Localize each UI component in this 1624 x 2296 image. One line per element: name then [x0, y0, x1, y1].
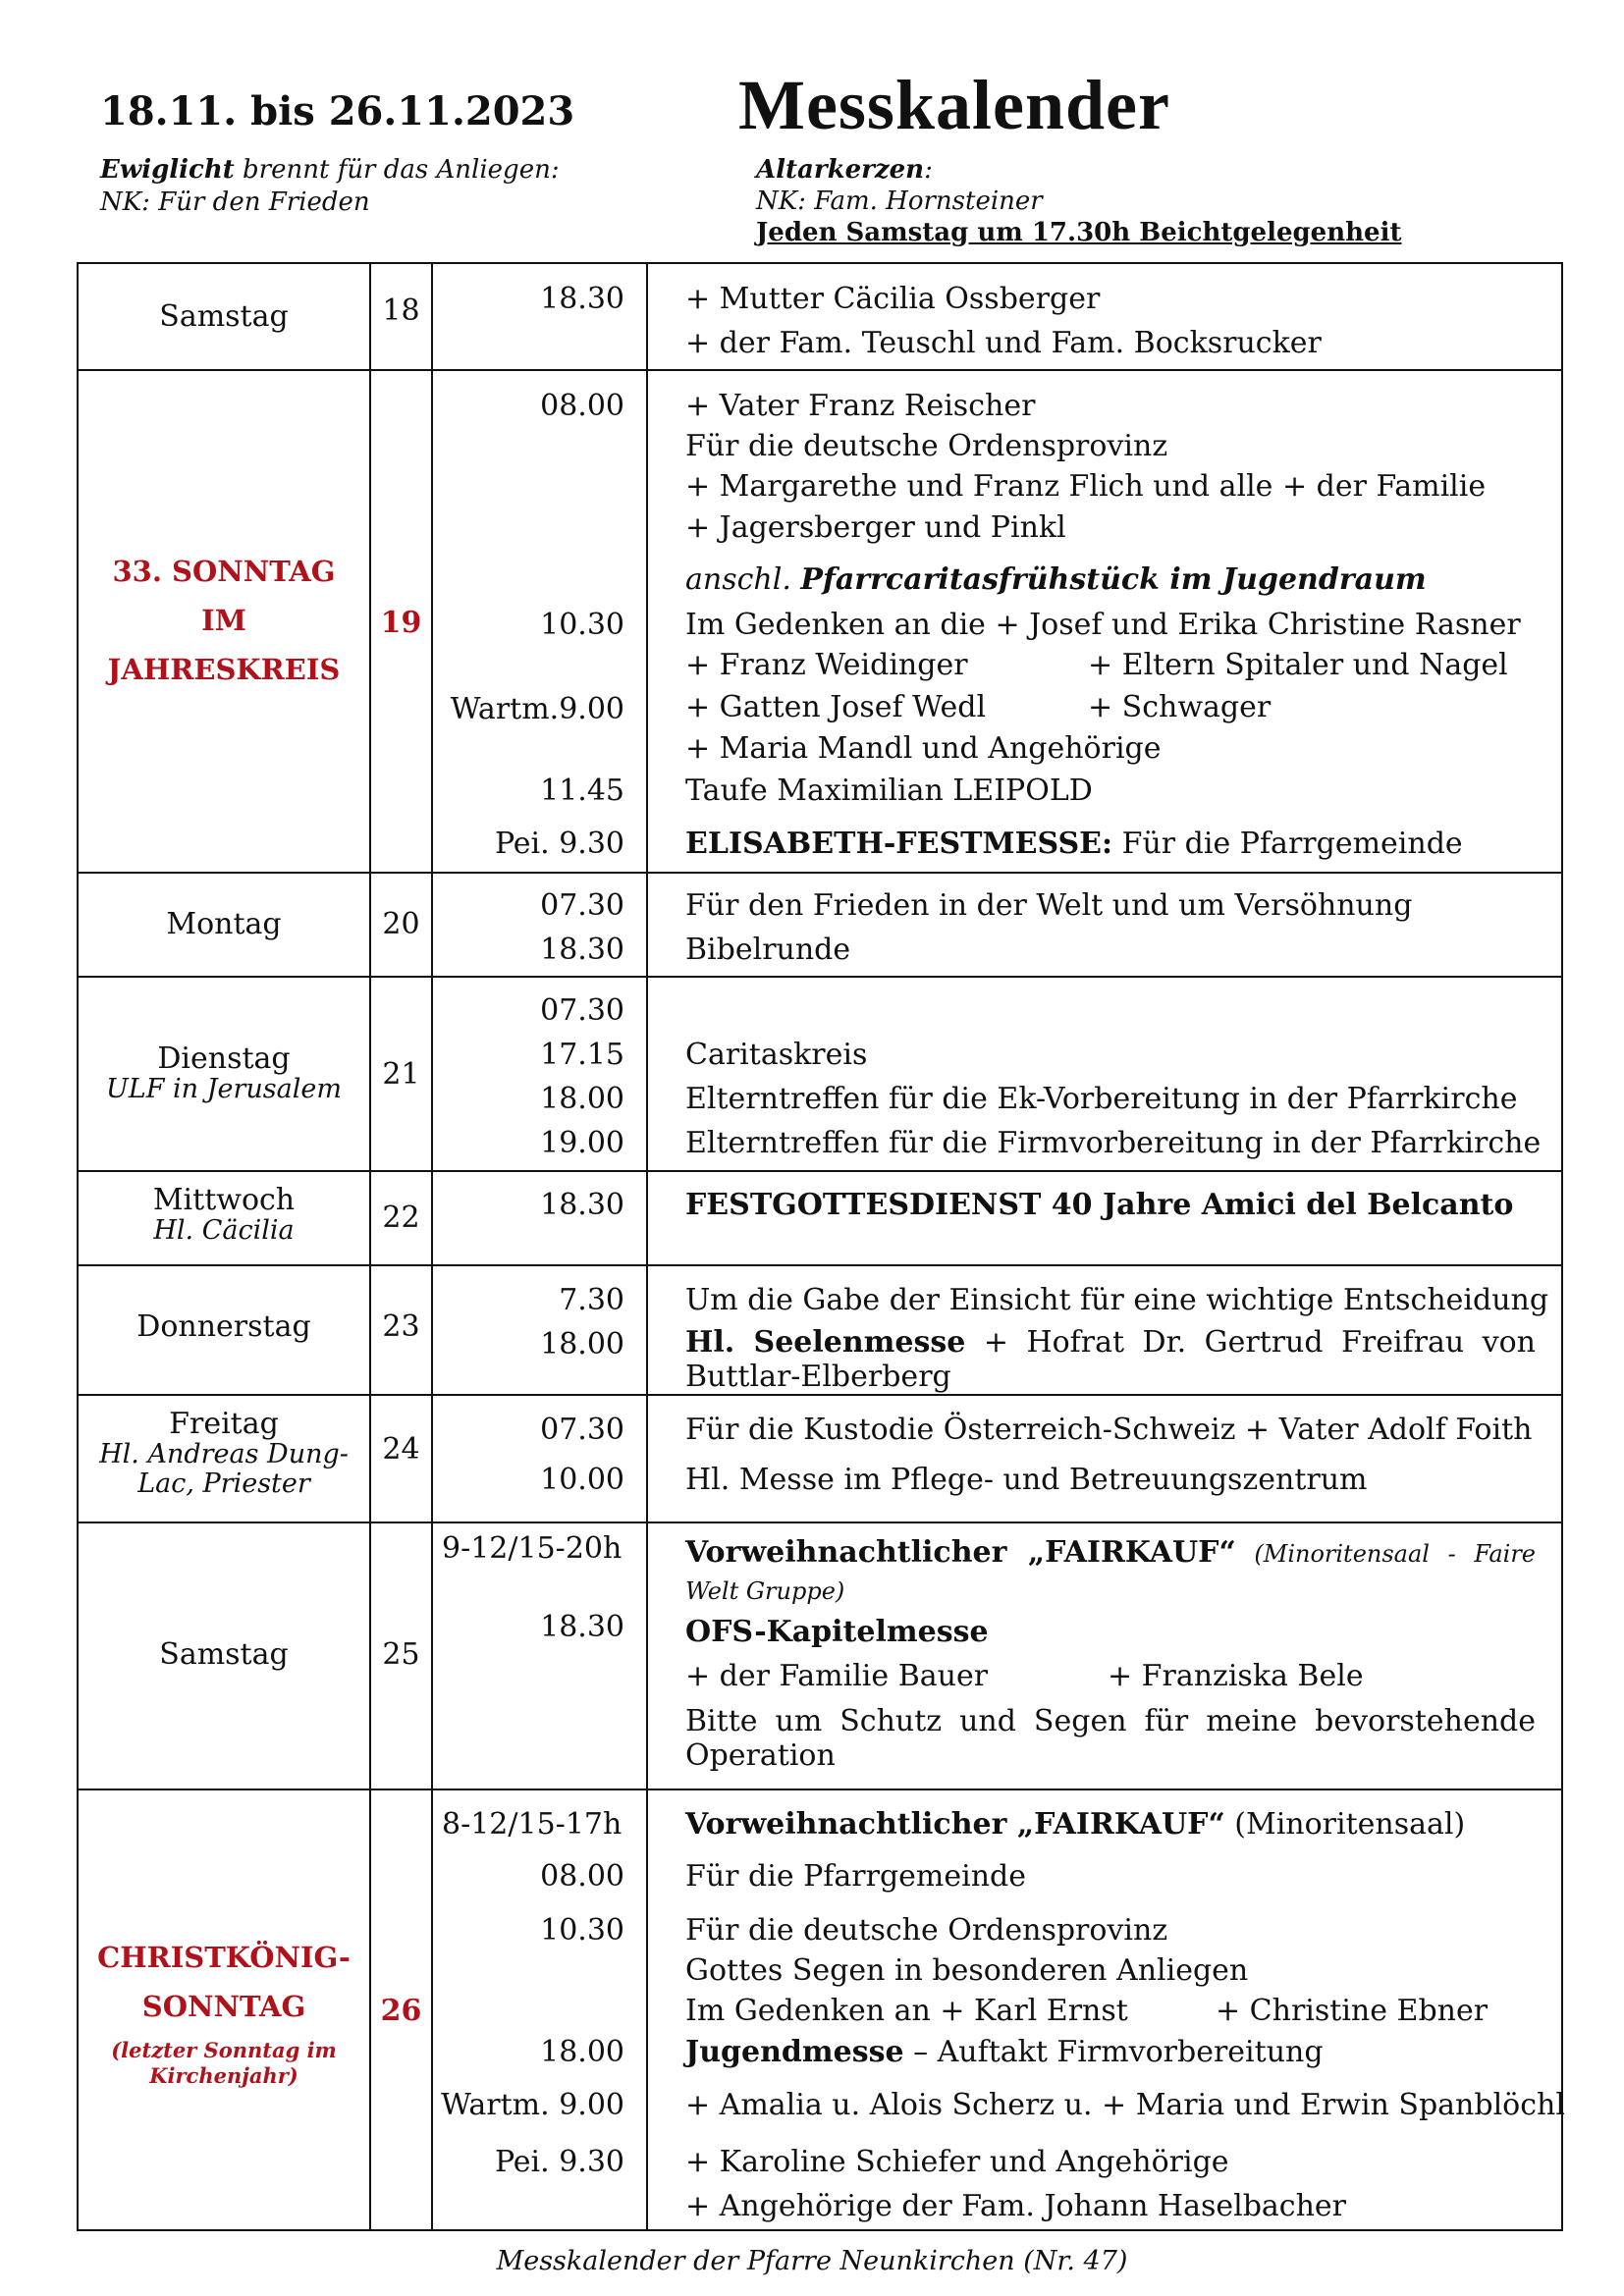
day-label	[79, 548, 369, 695]
day-number: 18	[382, 294, 420, 328]
mass-intention	[685, 1325, 1536, 1395]
feast-name: Hl. Andreas Dung-	[99, 1439, 349, 1469]
event-time: 8-12/15-17h	[442, 1807, 623, 1842]
altarkerzen-label: Altarkerzen	[756, 155, 925, 185]
event-time: 9-12/15-20h	[442, 1531, 623, 1566]
row-divider	[78, 1170, 1562, 1172]
event-entry: FESTGOTTESDIENST 40 Jahre Amici del Belcanto	[685, 1188, 1514, 1222]
mass-intention: + Gatten Josef Wedl	[685, 690, 987, 724]
mass-intention	[685, 828, 1463, 860]
event-note	[685, 563, 1427, 596]
mass-intention: + Amalia u. Alois Scherz u. + Maria und Erwin Spanblöchl	[685, 2088, 1565, 2122]
fairkauf-title: Vorweihnachtlicher „FAIRKAUF“	[685, 1807, 1225, 1842]
day-label-line: 33. SONNTAG	[112, 555, 336, 588]
day-name: Dienstag	[157, 1041, 291, 1076]
row-divider	[78, 369, 1562, 371]
ewiglicht-text: brennt für das Anliegen:	[234, 155, 560, 185]
mass-time: Pei. 9.30	[494, 2145, 624, 2179]
mass-time: 18.30	[540, 282, 624, 316]
event-entry: Elterntreffen für die Ek-Vorbereitung in der Pfarrkirche	[685, 1082, 1518, 1116]
mass-time: 18.00	[540, 1327, 624, 1362]
event-entry: Caritaskreis	[685, 1038, 868, 1072]
feast-name: Hl. Cäcilia	[153, 1215, 295, 1246]
mass-time: 18.30	[540, 1188, 624, 1222]
altarkerzen-nk: NK: Fam. Hornsteiner	[756, 187, 1043, 216]
day-label-line: SONNTAG	[141, 1989, 306, 2023]
event-entry: Bibelrunde	[685, 933, 851, 967]
day-number: 19	[380, 606, 422, 640]
ewiglicht-nk: NK: Für den Frieden	[100, 187, 370, 217]
mass-intention: Für die deutsche Ordensprovinz	[685, 1913, 1168, 1948]
seelenmesse-text: + Hofrat Dr. Gertrud Freifrau von Buttlar-Elberberg	[685, 1325, 1536, 1395]
day-label-line: CHRISTKÖNIG-	[97, 1941, 351, 1974]
mass-time: 18.30	[540, 1610, 624, 1644]
mass-time: 08.00	[540, 1859, 624, 1894]
mass-time: 19.00	[540, 1126, 624, 1160]
mass-intention: + Karoline Schiefer und Angehörige	[685, 2145, 1229, 2179]
day-number: 22	[382, 1201, 420, 1235]
festmesse-title: ELISABETH-FESTMESSE:	[685, 827, 1113, 861]
festmesse-text: Für die Pfarrgemeinde	[1112, 827, 1463, 861]
day-label	[79, 1408, 369, 1498]
event-entry	[685, 2036, 1324, 2068]
day-label	[79, 1934, 369, 2089]
seelenmesse-title: Hl. Seelenmesse	[685, 1325, 966, 1360]
page-title: Messkalender	[738, 66, 1170, 144]
event-entry	[685, 1808, 1465, 1841]
mass-intention: + Margarethe und Franz Flich und alle + der Familie	[685, 469, 1487, 504]
day-label: Montag	[166, 907, 282, 941]
beichte-note: Jeden Samstag um 17.30h Beichtgelegenheit	[756, 218, 1402, 247]
column-divider	[646, 262, 648, 2231]
mass-intention: Bitte um Schutz und Segen für meine bevorstehende Operation	[685, 1704, 1536, 1774]
day-label-note: (letzter Sonntag im	[111, 2037, 337, 2062]
mass-intention: + Vater Franz Reischer	[685, 389, 1036, 423]
day-label-line: JAHRESKREIS	[107, 652, 341, 686]
mass-intention: + Angehörige der Fam. Johann Haselbacher	[685, 2189, 1347, 2223]
mass-time: 7.30	[559, 1283, 624, 1317]
mass-intention: + Maria Mandl und Angehörige	[685, 731, 1162, 766]
day-label: Donnerstag	[136, 1309, 311, 1344]
page-footer: Messkalender der Pfarre Neunkirchen (Nr. 47)	[496, 2246, 1128, 2276]
mass-time: 18.00	[540, 1082, 624, 1116]
day-label-line: IM	[201, 603, 246, 637]
jugendmesse-title: Jugendmesse	[685, 2035, 904, 2069]
column-divider	[431, 262, 433, 2231]
mass-intention: Gottes Segen in besonderen Anliegen	[685, 1953, 1249, 1988]
date-range: 18.11. bis 26.11.2023	[100, 88, 575, 134]
mass-time: Wartm.9.00	[450, 692, 624, 726]
row-divider	[78, 872, 1562, 874]
mass-time: Wartm. 9.00	[441, 2088, 624, 2122]
day-number: 23	[382, 1309, 420, 1344]
mass-time: Pei. 9.30	[494, 827, 624, 861]
mass-time: 07.30	[540, 888, 624, 923]
mass-time: 07.30	[540, 993, 624, 1028]
row-divider	[78, 1789, 1562, 1790]
day-number: 24	[382, 1432, 420, 1467]
mass-intention: + Mutter Cäcilia Ossberger	[685, 282, 1101, 316]
day-name: Mittwoch	[152, 1183, 296, 1217]
mass-intention: Hl. Messe im Pflege- und Betreuungszentrum	[685, 1463, 1368, 1497]
column-divider	[369, 262, 371, 2231]
day-number: 21	[382, 1057, 420, 1092]
mass-intention: + Franziska Bele	[1108, 1659, 1364, 1693]
mass-intention: + Eltern Spitaler und Nagel	[1088, 648, 1508, 682]
day-number: 25	[382, 1637, 420, 1672]
mass-intention: Für die Pfarrgemeinde	[685, 1859, 1026, 1894]
fairkauf-title: Vorweihnachtlicher „FAIRKAUF“	[685, 1535, 1236, 1570]
day-label	[79, 1184, 369, 1246]
feast-name: ULF in Jerusalem	[106, 1074, 342, 1104]
mass-intention: Im Gedenken an die + Josef und Erika Christine Rasner	[685, 608, 1521, 642]
day-label: Samstag	[159, 299, 289, 334]
baptism-entry: Taufe Maximilian LEIPOLD	[685, 774, 1093, 808]
event-entry: Elterntreffen für die Firmvorbereitung in der Pfarrkirche	[685, 1126, 1542, 1160]
mass-time: 10.00	[540, 1463, 624, 1497]
mass-intention: Für den Frieden in der Welt und um Versöhnung	[685, 888, 1413, 923]
event-note-prefix: anschl.	[685, 562, 801, 597]
day-number: 26	[380, 1994, 422, 2028]
mass-time: 11.45	[540, 774, 624, 808]
day-label-note: Kirchenjahr)	[149, 2063, 298, 2088]
ewiglicht-note	[100, 155, 560, 185]
row-divider	[78, 1264, 1562, 1266]
mass-intention: + Christine Ebner	[1216, 1994, 1489, 2028]
altarkerzen-colon: :	[924, 155, 933, 185]
mass-intention: Um die Gabe der Einsicht für eine wichtige Entscheidung	[685, 1283, 1549, 1317]
mass-time: 08.00	[540, 389, 624, 423]
mass-intention: + der Fam. Teuschl und Fam. Bocksrucker	[685, 326, 1322, 360]
mass-time: 18.00	[540, 2035, 624, 2069]
ewiglicht-label: Ewiglicht	[100, 155, 235, 185]
fairkauf-location: (Minoritensaal)	[1224, 1807, 1466, 1842]
row-divider	[78, 1522, 1562, 1523]
mass-intention: Für die deutsche Ordensprovinz	[685, 429, 1168, 463]
feast-name: Lac, Priester	[137, 1468, 310, 1499]
mass-intention: Für die Kustodie Österreich-Schweiz + Vater Adolf Foith	[685, 1413, 1533, 1447]
day-label: Samstag	[159, 1637, 289, 1672]
event-entry	[685, 1534, 1536, 1610]
mass-time: 07.30	[540, 1413, 624, 1447]
mass-intention: + Jagersberger und Pinkl	[685, 510, 1066, 545]
mass-intention: Im Gedenken an + Karl Ernst	[685, 1994, 1128, 2028]
row-divider	[78, 976, 1562, 978]
mass-time: 10.30	[540, 1913, 624, 1948]
altarkerzen-note	[756, 155, 933, 185]
jugendmesse-text: – Auftakt Firmvorbereitung	[903, 2035, 1324, 2069]
mass-intention: + der Familie Bauer	[685, 1659, 989, 1693]
fairkauf-location: (Minoritensaal - Faire Welt Gruppe)	[685, 1540, 1536, 1606]
mass-time: 17.15	[540, 1038, 624, 1072]
day-name: Freitag	[169, 1407, 279, 1441]
event-note-title: Pfarrcaritasfrühstück im Jugendraum	[800, 562, 1427, 597]
day-label	[79, 1042, 369, 1104]
mass-time: 18.30	[540, 933, 624, 967]
day-number: 20	[382, 907, 420, 941]
mass-intention: + Franz Weidinger	[685, 648, 968, 682]
event-entry: OFS-Kapitelmesse	[685, 1615, 989, 1649]
mass-intention: + Schwager	[1088, 690, 1272, 724]
mass-time: 10.30	[540, 608, 624, 642]
